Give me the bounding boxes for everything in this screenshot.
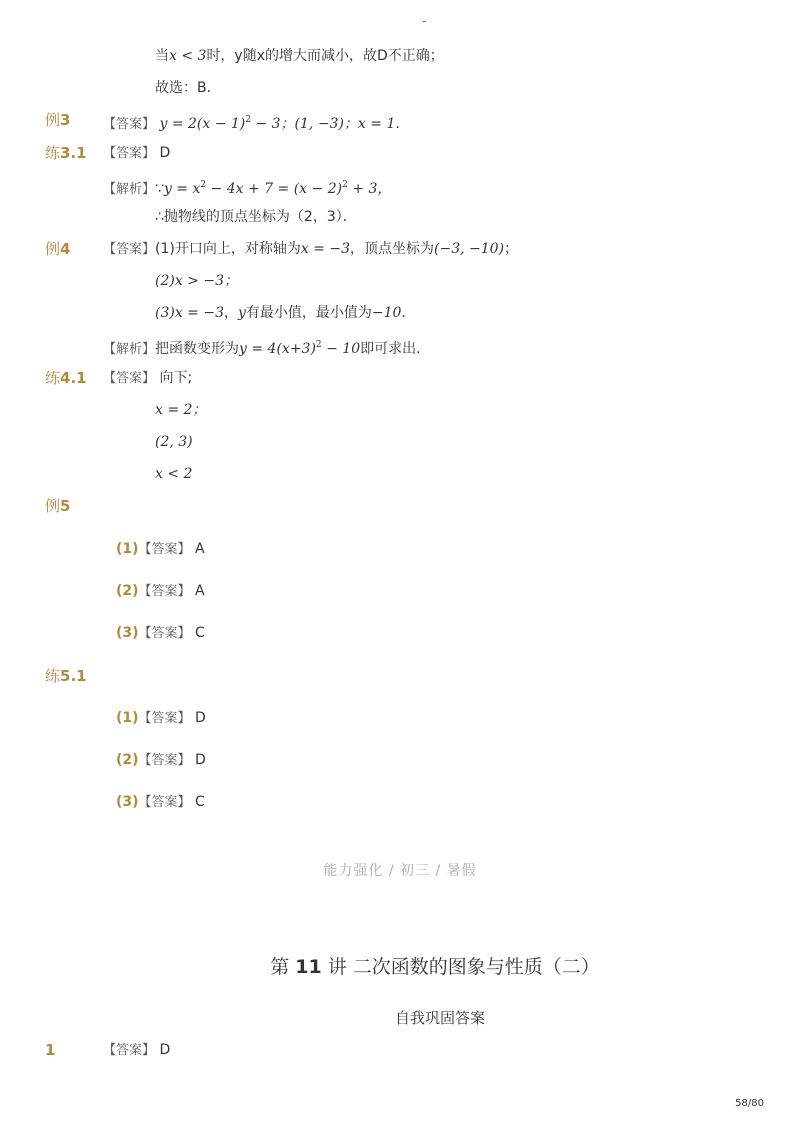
text: 当	[155, 48, 169, 64]
lecture-number: 11	[295, 956, 322, 978]
answer-value: A	[195, 583, 205, 599]
answer-value: 向下;	[159, 370, 193, 386]
answer-bracket: 【答案】	[138, 542, 191, 557]
practice-3-1-analysis	[103, 175, 391, 200]
text-line: ∴抛物线的顶点坐标为（2，3）．	[155, 209, 357, 225]
math-line: (2)x > −3；	[155, 273, 238, 289]
sub-answer	[116, 708, 206, 729]
math-line: (2, 3)	[155, 434, 193, 450]
math: x = −3	[300, 241, 351, 257]
text: ，顶点坐标为	[350, 241, 435, 257]
analysis-bracket: 【解析】	[103, 182, 156, 197]
text: 把函数变形为	[155, 341, 240, 357]
text: 第	[270, 956, 296, 978]
superscript: 2	[200, 180, 207, 190]
sub-number: (2)	[116, 752, 139, 768]
math: − 4x + 7 = (x − 2)	[206, 181, 343, 197]
answer-bracket: 【答案】	[103, 371, 156, 386]
text-line	[155, 303, 415, 323]
text: 有最小值，最小值为	[245, 305, 372, 321]
sub-number: (2)	[116, 583, 139, 599]
superscript: 2	[315, 340, 322, 350]
sub-answer	[116, 623, 205, 644]
math-line: x = 2；	[155, 402, 207, 418]
example-5-label: 例5	[45, 497, 71, 515]
sub-number: (1)	[116, 710, 139, 726]
answer-bracket: 【答案】	[138, 584, 191, 599]
answer-value: D	[159, 1042, 171, 1058]
answer-bracket: 【答案】	[138, 711, 191, 726]
example-4-label: 例4	[45, 240, 71, 258]
page-footer: 能力强化 / 初三 / 暑假	[323, 863, 477, 879]
analysis-bracket: 【解析】	[103, 342, 156, 357]
sub-answer	[116, 539, 205, 560]
answer-value: D	[195, 710, 206, 726]
math: + 3，	[347, 181, 392, 197]
answer-value: A	[195, 541, 205, 557]
practice-3-1-label: 练3.1	[45, 144, 87, 162]
sub-number: (3)	[116, 625, 139, 641]
answer-bracket: 【答案】	[103, 146, 156, 161]
math: x < 3	[169, 48, 207, 64]
practice-3-1-answer	[103, 143, 170, 164]
text: ∵	[155, 181, 164, 197]
answer-value: D	[195, 752, 206, 768]
text-line: 故选：B．	[155, 80, 221, 96]
text: (1)开口向上，对称轴为	[155, 241, 301, 257]
text: 即可求出．	[360, 341, 431, 357]
answer-bracket: 【答案】	[138, 626, 191, 641]
sub-number: (1)	[116, 541, 139, 557]
text-line	[155, 46, 444, 66]
example-3-label: 例3	[45, 111, 71, 129]
answer-bracket: 【答案】	[103, 117, 156, 132]
text: 时，y随x的增大而减小，故D不正确；	[206, 48, 444, 64]
text: ，	[224, 305, 238, 321]
page-number: 58/80	[735, 1098, 764, 1109]
top-mark: -	[422, 14, 427, 28]
answer-bracket: 【答案】	[138, 795, 191, 810]
question-1-answer	[103, 1040, 170, 1061]
math-line: x < 2	[155, 466, 193, 482]
text: ；	[504, 241, 519, 257]
practice-5-1-label: 练5.1	[45, 667, 87, 685]
sub-answer	[116, 750, 206, 771]
lecture-title	[0, 952, 800, 979]
question-1-label: 1	[45, 1041, 56, 1059]
sub-answer	[116, 792, 205, 813]
math: −10	[371, 305, 402, 321]
math: y	[238, 305, 246, 321]
answer-bracket: 【答案】	[103, 242, 156, 257]
practice-4-1-label: 练4.1	[45, 369, 87, 387]
math: y = 4(x+3)	[239, 341, 316, 357]
practice-4-1-answer	[103, 368, 192, 389]
answer-bracket: 【答案】	[103, 1043, 156, 1058]
superscript: 2	[342, 180, 348, 190]
answer-value: C	[195, 625, 205, 641]
math: − 10	[321, 341, 361, 357]
math: y = x	[163, 181, 201, 197]
superscript: 2	[245, 115, 252, 125]
math: (3)x = −3	[155, 305, 224, 321]
section-subtitle: 自我巩固答案	[394, 1009, 485, 1027]
sub-number: (3)	[116, 794, 139, 810]
answer-value: D	[159, 145, 171, 161]
text: 讲 二次函数的图象与性质（二）	[321, 956, 600, 978]
answer-value: C	[195, 794, 205, 810]
text: ．	[401, 305, 416, 321]
example-4-answer	[103, 239, 518, 260]
answer-bracket: 【答案】	[138, 753, 191, 768]
math: (−3, −10)	[434, 241, 505, 257]
example-4-analysis	[103, 335, 430, 360]
sub-answer	[116, 581, 205, 602]
math: y = 2(x − 1)	[159, 116, 246, 132]
math: − 3；(1, −3)；x = 1.	[251, 116, 400, 132]
example-3-answer	[103, 110, 400, 135]
